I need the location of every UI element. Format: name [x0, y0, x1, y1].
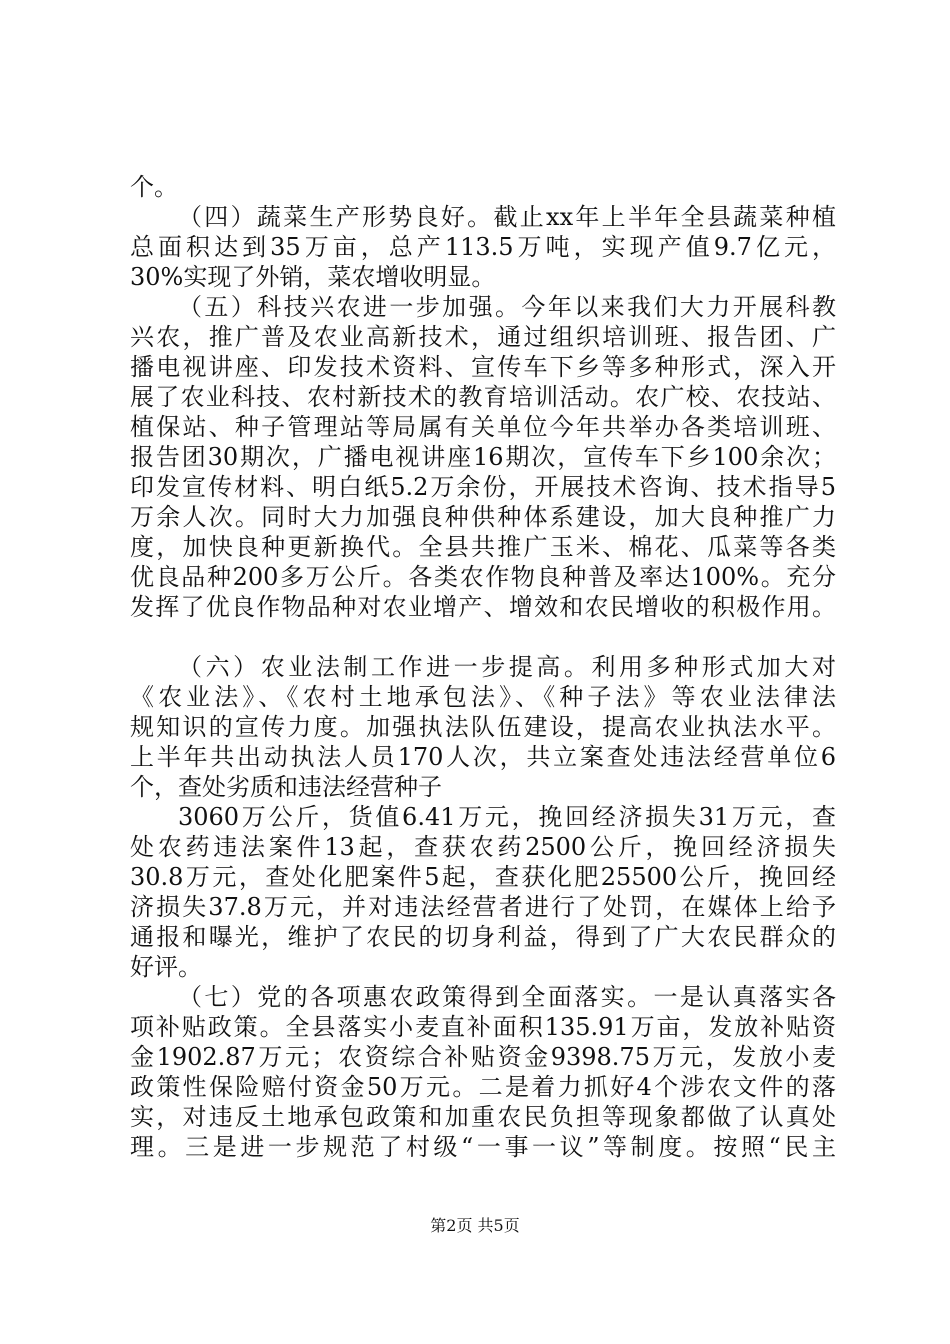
paragraph-line: 报告团30期次，广播电视讲座16期次，宣传车下乡100余次； — [130, 443, 836, 471]
paragraph-line: 处农药违法案件13起，查获农药2500公斤，挽回经济损失 — [130, 833, 836, 861]
paragraph-line: 30%实现了外销，菜农增收明显。 — [130, 263, 496, 291]
paragraph-line: 通报和曝光，维护了农民的切身利益，得到了广大农民群众的 — [130, 923, 836, 951]
paragraph-line: 济损失37.8万元，并对违法经营者进行了处罚，在媒体上给予 — [130, 893, 836, 921]
paragraph-line: 3060万公斤，货值6.41万元，挽回经济损失31万元，查 — [178, 803, 836, 831]
paragraph-line: 30.8万元，查处化肥案件5起，查获化肥25500公斤，挽回经 — [130, 863, 836, 891]
paragraph-line: 《农业法》、《农村土地承包法》、《种子法》等农业法律法 — [130, 683, 836, 711]
paragraph-line: 印发宣传材料、明白纸5.2万余份，开展技术咨询、技术指导5 — [130, 473, 836, 501]
paragraph-line: 发挥了优良作物品种对农业增产、增效和农民增收的积极作用。 — [130, 593, 836, 621]
paragraph-gap — [130, 622, 836, 652]
paragraph-line: 好评。 — [130, 953, 202, 981]
paragraph-line: 上半年共出动执法人员170人次，共立案查处违法经营单位6 — [130, 743, 836, 771]
paragraph-line: 优良品种200多万公斤。各类农作物良种普及率达100%。充分 — [130, 563, 836, 591]
paragraph-line: 规知识的宣传力度。加强执法队伍建设，提高农业执法水平。 — [130, 713, 836, 741]
paragraph-line: 金1902.87万元；农资综合补贴资金9398.75万元，发放小麦 — [130, 1043, 836, 1071]
paragraph-line: 总面积达到35万亩，总产113.5万吨，实现产值9.7亿元， — [130, 233, 836, 261]
paragraph-line: （六）农业法制工作进一步提高。利用多种形式加大对 — [178, 653, 836, 681]
paragraph-line: （五）科技兴农进一步加强。今年以来我们大力开展科教 — [178, 293, 836, 321]
paragraph-line: 万余人次。同时大力加强良种供种体系建设，加大良种推广力 — [130, 503, 836, 531]
paragraph-line: 展了农业科技、农村新技术的教育培训活动。农广校、农技站、 — [130, 383, 836, 411]
paragraph-line: 兴农，推广普及农业高新技术，通过组织培训班、报告团、广 — [130, 323, 836, 351]
paragraph-line: （四）蔬菜生产形势良好。截止xx年上半年全县蔬菜种植 — [178, 203, 836, 231]
paragraph-line: 项补贴政策。全县落实小麦直补面积135.91万亩，发放补贴资 — [130, 1013, 836, 1041]
paragraph-line: 实，对违反土地承包政策和加重农民负担等现象都做了认真处 — [130, 1103, 836, 1131]
paragraph-line: 理。三是进一步规范了村级“一事一议”等制度。按照“民主 — [130, 1133, 836, 1161]
paragraph-line: （七）党的各项惠农政策得到全面落实。一是认真落实各 — [178, 983, 836, 1011]
paragraph-line: 政策性保险赔付资金50万元。二是着力抓好4个涉农文件的落 — [130, 1073, 836, 1101]
paragraph-line: 植保站、种子管理站等局属有关单位今年共举办各类培训班、 — [130, 413, 836, 441]
paragraph-line: 度，加快良种更新换代。全县共推广玉米、棉花、瓜菜等各类 — [130, 533, 836, 561]
paragraph-line: 播电视讲座、印发技术资料、宣传车下乡等多种形式，深入开 — [130, 353, 836, 381]
paragraph-line: 个。 — [130, 173, 178, 201]
paragraph-line: 个，查处劣质和违法经营种子 — [130, 773, 442, 801]
document-body — [130, 172, 836, 1162]
page-number-footer: 第2页 共5页 — [430, 1216, 520, 1235]
